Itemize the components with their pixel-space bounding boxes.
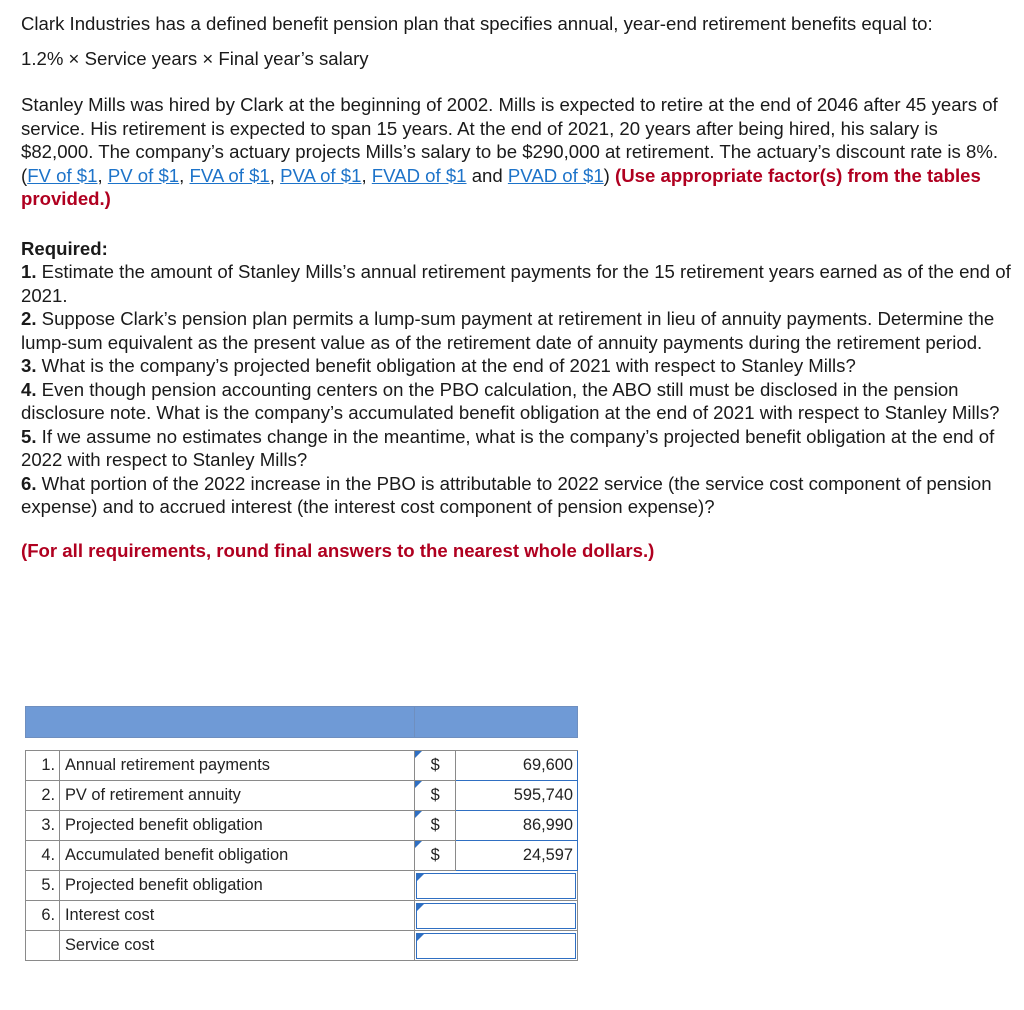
scenario-text: Stanley Mills was hired by Clark at the beginning of 2002. Mills is expected to retire at the end of 2046 after 45 years of service. His retirement is expected to span 15 years. At the end of 2021, 20 years after being hired, his salary is $82,000. The company’s actuary projects Mills’s salary to be $290,000 at retirement. The actuary’s discount rate is 8%. ( <box>21 94 999 186</box>
table-row <box>26 931 578 961</box>
link-pvad[interactable]: PVAD of $1 <box>507 164 604 186</box>
row-number <box>26 931 60 961</box>
row-number: 3. <box>26 811 60 841</box>
row-number: 5. <box>26 871 60 901</box>
answer-input[interactable]: 595,740 <box>456 781 578 811</box>
flag-icon <box>417 874 424 881</box>
answer-input-cell[interactable] <box>415 931 578 961</box>
flag-icon <box>415 751 422 758</box>
table-row <box>26 751 578 781</box>
flag-icon <box>415 811 422 818</box>
answer-input[interactable]: 24,597 <box>456 841 578 871</box>
requirement-6: 6. What portion of the 2022 increase in the PBO is attributable to 2022 service (the service cost component of pension expense) and to accrued interest (the interest cost component of pension expense)? <box>21 472 992 517</box>
factor-note: (Use appropriate factor(s) from the tables provided.) <box>21 164 981 209</box>
flag-icon <box>415 841 422 848</box>
required-heading: Required: <box>21 237 108 259</box>
table-header-cell <box>26 707 415 738</box>
answer-input[interactable] <box>416 933 576 959</box>
table-row <box>26 781 578 811</box>
row-number: 2. <box>26 781 60 811</box>
currency-symbol: $ <box>415 811 456 841</box>
row-number: 4. <box>26 841 60 871</box>
row-number: 1. <box>26 751 60 781</box>
link-fv[interactable]: FV of $1 <box>27 164 98 186</box>
row-label: Projected benefit obligation <box>60 811 415 841</box>
row-label: Projected benefit obligation <box>60 871 415 901</box>
row-label: PV of retirement annuity <box>60 781 415 811</box>
answer-input[interactable]: 69,600 <box>456 751 578 781</box>
link-pv[interactable]: PV of $1 <box>107 164 180 186</box>
benefit-formula: 1.2% × Service years × Final year’s salary <box>21 47 369 69</box>
answer-input[interactable] <box>416 903 576 929</box>
answer-table <box>25 706 578 961</box>
link-pva[interactable]: PVA of $1 <box>280 164 362 186</box>
requirement-4: 4. Even though pension accounting centers on the PBO calculation, the ABO still must be disclosed in the pension disclosure note. What is the company’s accumulated benefit obligation at the end of 2021 with respect to Stanley Mills? <box>21 378 1000 423</box>
row-label: Service cost <box>60 931 415 961</box>
requirement-1: 1. Estimate the amount of Stanley Mills’s annual retirement payments for the 15 retirement years earned as of the end of 2021. <box>21 261 1011 306</box>
row-label: Annual retirement payments <box>60 751 415 781</box>
rounding-note: (For all requirements, round final answers to the nearest whole dollars.) <box>21 539 655 561</box>
row-label: Interest cost <box>60 901 415 931</box>
answer-input[interactable] <box>416 873 576 899</box>
answer-input-cell[interactable] <box>415 901 578 931</box>
answer-input-cell[interactable] <box>415 871 578 901</box>
table-spacer-row <box>26 738 578 751</box>
currency-symbol: $ <box>415 751 456 781</box>
requirement-2: 2. Suppose Clark’s pension plan permits a lump-sum payment at retirement in lieu of annuity payments. Determine the lump-sum equivalent as the present value as of the retirement date of annuity payments during the retirement period. <box>21 308 995 353</box>
row-number: 6. <box>26 901 60 931</box>
intro-text: Clark Industries has a defined benefit pension plan that specifies annual, year-end retirement benefits equal to: <box>21 13 933 34</box>
table-row <box>26 841 578 871</box>
table-header-cell <box>415 707 578 738</box>
answer-input[interactable]: 86,990 <box>456 811 578 841</box>
table-row <box>26 901 578 931</box>
flag-icon <box>417 934 424 941</box>
flag-icon <box>417 904 424 911</box>
requirement-3: 3. What is the company’s projected benefit obligation at the end of 2021 with respect to Stanley Mills? <box>21 355 856 376</box>
link-fvad[interactable]: FVAD of $1 <box>371 164 467 186</box>
requirement-5: 5. If we assume no estimates change in the meantime, what is the company’s projected benefit obligation at the end of 2022 with respect to Stanley Mills? <box>21 425 995 470</box>
row-label: Accumulated benefit obligation <box>60 841 415 871</box>
table-header-row <box>26 707 578 738</box>
table-row <box>26 871 578 901</box>
scenario-paragraph: Stanley Mills was hired by Clark at the beginning of 2002. Mills is expected to retire at the end of 2046 after 45 years of service. His retirement is expected to span 15 years. At the end of 2021, 20 years after being hired, his salary is $82,000. The company’s actuary projects Mills’s salary to be $290,000 at retirement. The actuary’s discount rate is 8%. (FV of $1, PV of $1, FVA of $1, PVA of $1, FVAD of $1 and PVAD of $1) (Use appropriate factor(s) from the tables provided.) <box>21 94 999 209</box>
flag-icon <box>415 781 422 788</box>
problem-content <box>21 12 1011 562</box>
currency-symbol: $ <box>415 841 456 871</box>
table-row <box>26 811 578 841</box>
currency-symbol: $ <box>415 781 456 811</box>
link-fva[interactable]: FVA of $1 <box>189 164 270 186</box>
